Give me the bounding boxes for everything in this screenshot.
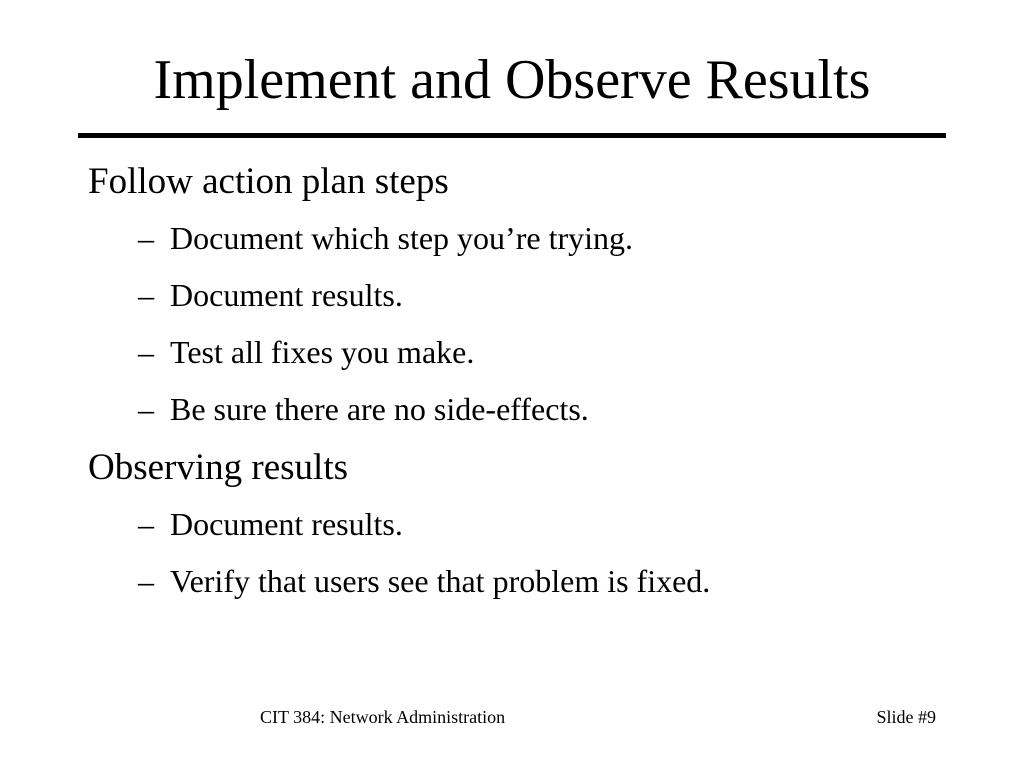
list-item-text: Document results. [170, 506, 403, 542]
section-heading: Observing results [88, 447, 348, 488]
list-item [88, 332, 948, 389]
list-item [88, 561, 948, 618]
slide-body [88, 160, 948, 618]
bullet-list [88, 504, 948, 618]
list-item-text: Document which step you’re trying. [170, 220, 633, 256]
dash-bullet: – [138, 277, 154, 313]
section-follow-action-plan [88, 160, 948, 446]
slide-title: Implement and Observe Results [153, 49, 871, 111]
title-divider [78, 133, 946, 138]
list-item-text: Document results. [170, 277, 403, 313]
list-item-text: Be sure there are no side-effects. [170, 391, 589, 427]
list-item-text: Verify that users see that problem is fixed. [170, 563, 711, 599]
list-item-text: Test all fixes you make. [170, 334, 475, 370]
footer-slide-number: Slide #9 [876, 707, 936, 727]
dash-bullet: – [138, 391, 154, 427]
list-item [88, 504, 948, 561]
list-item [88, 389, 948, 446]
list-item [88, 218, 948, 275]
dash-bullet: – [138, 563, 154, 599]
section-observing-results [88, 446, 948, 618]
dash-bullet: – [138, 506, 154, 542]
section-heading: Follow action plan steps [88, 161, 449, 202]
dash-bullet: – [138, 220, 154, 256]
dash-bullet: – [138, 334, 154, 370]
bullet-list [88, 218, 948, 446]
list-item [88, 275, 948, 332]
footer-course-name: CIT 384: Network Administration [260, 707, 506, 727]
